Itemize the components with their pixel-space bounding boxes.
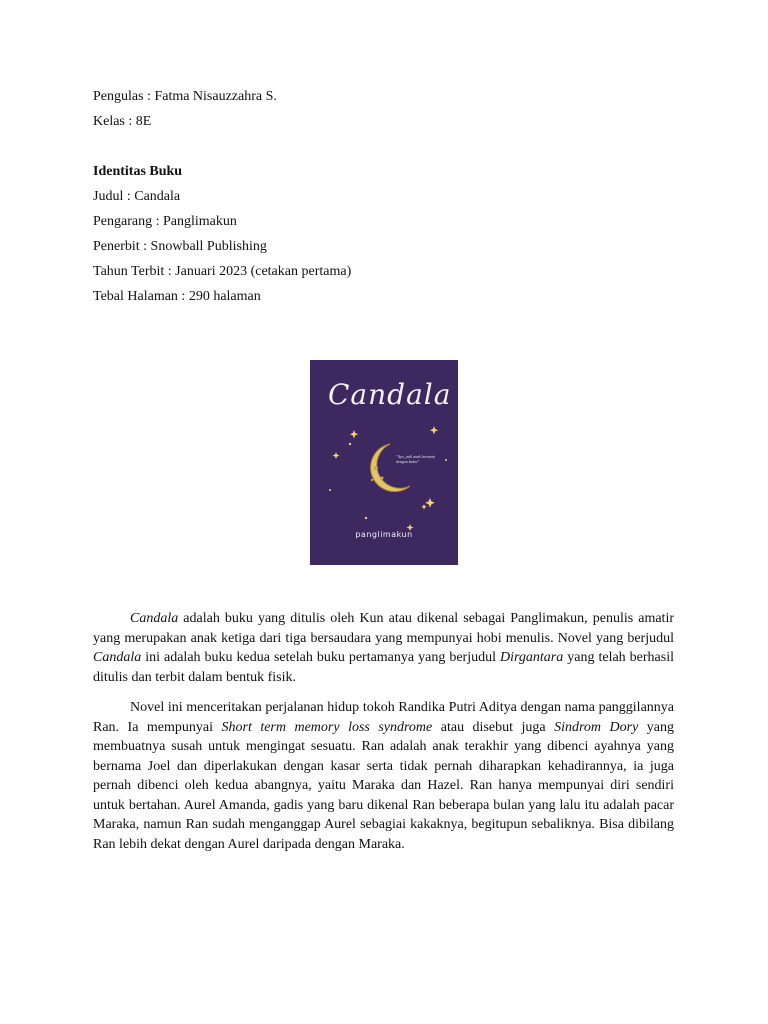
text-span: atau disebut juga: [432, 719, 555, 735]
class-line: Kelas : 8E: [93, 114, 152, 129]
text-span: adalah buku yang ditulis oleh Kun atau dikenal sebagai Panglimakun, penulis amatir yang merupakan anak ketiga dari tiga bersaudara yang mempunyai hobi menulis. Novel yang berjudul: [93, 611, 674, 646]
star-icon: [333, 452, 340, 459]
cover-author: panglimakun: [355, 530, 413, 539]
cover-title: Candala: [328, 378, 452, 411]
star-icon: [430, 426, 438, 434]
cover-quote: "Ayo, jadi anak bermain dengan kamu": [396, 454, 436, 464]
book-cover-image: [310, 360, 458, 565]
star-icon: [425, 498, 435, 508]
paragraph-synopsis: [93, 698, 674, 854]
text-span: ini adalah buku kedua setelah buku pertamanya yang berjudul: [141, 650, 500, 665]
text-span: Novel ini menceritakan perjalanan hidup tokoh Randika Putri Aditya dengan nama panggilannya Ran. Ia mempunyai: [93, 700, 674, 735]
emphasis-term: Sindrom Dory: [554, 719, 639, 735]
star-icon: [350, 430, 358, 438]
book-identity-heading: Identitas Buku: [93, 164, 183, 179]
book-pages-line: Tebal Halaman : 290 halaman: [93, 289, 261, 304]
emphasis-book-title: Candala: [130, 611, 179, 626]
star-icon: [421, 504, 427, 510]
text-span: yang telah berhasil ditulis dan terbit dalam bentuk fisik.: [93, 650, 674, 685]
star-icon-group: [329, 426, 447, 531]
reviewer-line: Pengulas : Fatma Nisauzzahra S.: [93, 89, 277, 104]
emphasis-book-title: Candala: [93, 650, 142, 665]
book-publisher-line: Penerbit : Snowball Publishing: [93, 239, 267, 254]
text-span: yang membuatnya susah untuk mengingat sesuatu. Ran adalah anak terakhir yang dibenci ayahnya yang bernama Joel dan diperlakukan dengan kasar serta tidak pernah diharapkan kehadirannya, ia juga pernah dibenci oleh kedua abangnya, yaitu Maraka dan Hazel. Ran hanya mempunyai diri sendiri untuk bertahan. Aurel Amanda, gadis yang baru dikenal Ran beberapa bulan yang lalu itu adalah pacar Maraka, namun Ran sudah menganggap Aurel sebagiai kakaknya, begitupun sebaliknya. Bisa dibilang Ran lebih dekat dengan Aurel daripada dengan Maraka.: [93, 719, 674, 852]
emphasis-book-title: Dirgantara: [499, 650, 564, 665]
book-author-line: Pengarang : Panglimakun: [93, 214, 237, 229]
book-title-line: Judul : Candala: [93, 189, 181, 204]
book-year-line: Tahun Terbit : Januari 2023 (cetakan pertama): [93, 264, 352, 279]
emphasis-term: Short term memory loss syndrome: [221, 719, 433, 735]
paragraph-author-intro: [93, 609, 674, 687]
